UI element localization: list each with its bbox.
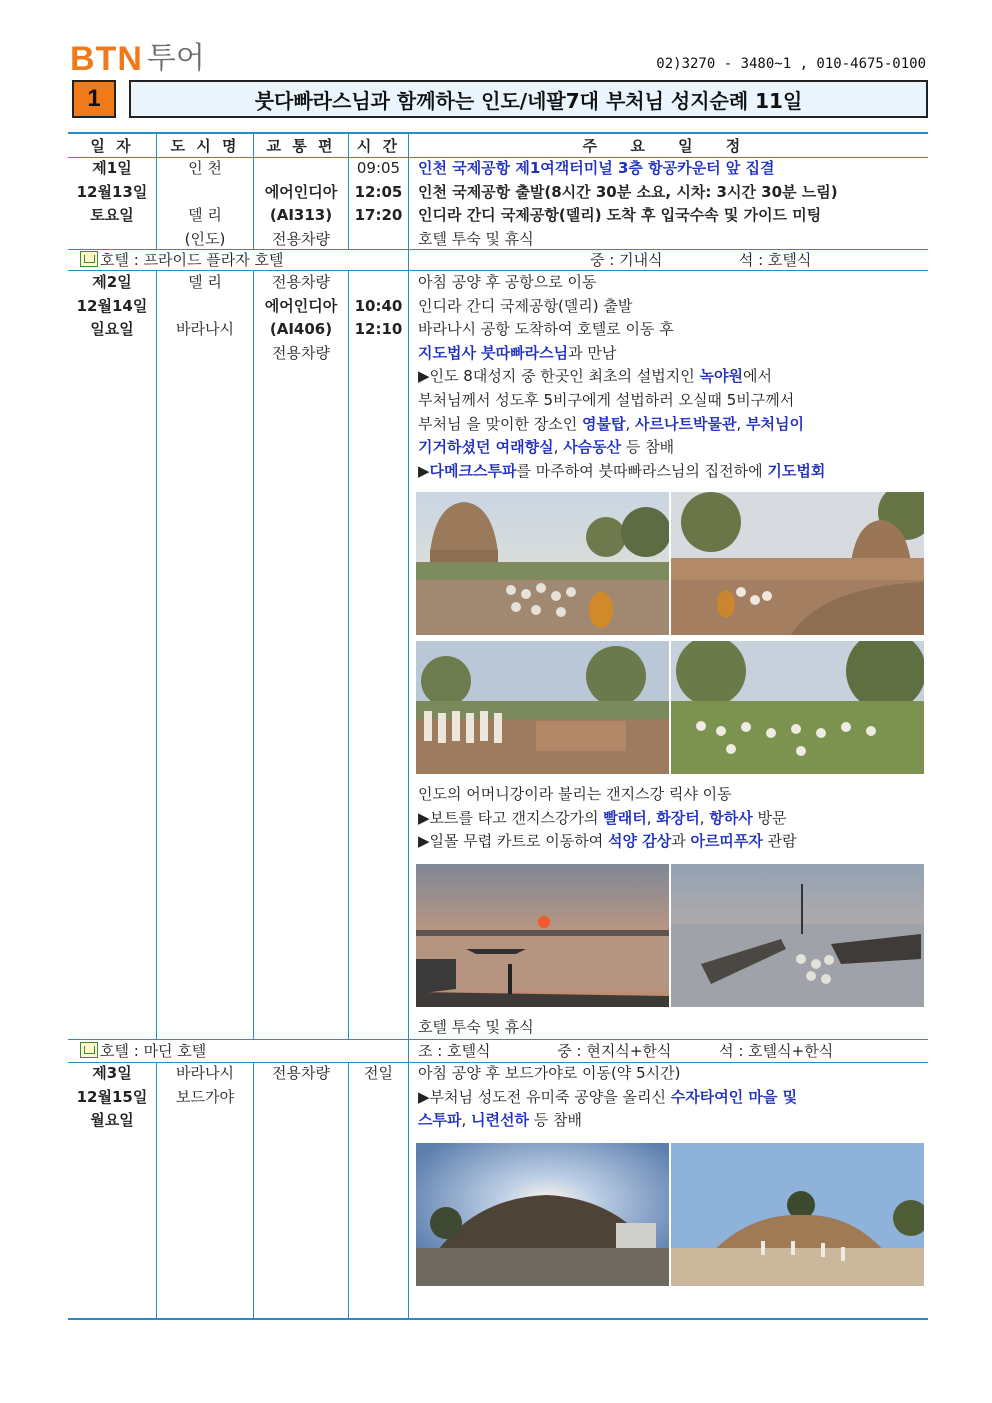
city-name: (인도) [184,229,226,248]
plain-text: 관람 [762,832,797,851]
plain-text: 부처님 을 맞이한 장소인 [418,414,582,433]
city-name: 바라나시 [176,320,234,339]
day2-time-cell [349,271,408,342]
day2-transport-cell [254,271,348,365]
day1-schedule-cell [418,157,928,251]
airline-name: 에어인디아 [264,182,338,201]
highlight-text: 사슴동산 [563,438,622,457]
page-title: 붓다빠라스님과 함께하는 인도/네팔7대 부처님 성지순례 11일 [129,80,928,118]
schedule-line: 호텔 투숙 및 휴식 [418,229,534,248]
day1-date-cell [68,157,156,228]
highlight-text: 아르띠푸자 [690,832,763,851]
time-value: 17:20 [354,206,403,225]
brand-logo [70,40,205,76]
col-divider [253,1062,254,1319]
day2-city-cell [157,271,253,342]
highlight-text: 영불탑 [581,414,626,433]
phone-number: 02)3270 - 3480~1 , 010-4675-0100 [656,56,926,72]
plain-text: , [736,414,746,433]
plain-text: 등 참배 [621,438,675,457]
day3-date-cell [68,1062,156,1133]
photo-ganges-sunset-river [416,864,669,1007]
vehicle-label: 전용차량 [272,273,330,291]
col-divider [408,132,409,1319]
plain-text: 등 참배 [529,1111,583,1130]
photo-dhamek-stupa-prayer [416,492,669,635]
schedule-line [418,365,928,389]
day3-transport-cell [254,1062,348,1086]
plain-text: ▶인도 8대성지 중 한곳인 최초의 설법지인 [418,367,700,386]
city-name: 인 천 [188,159,222,177]
plain-text: ▶일몰 무렵 카트로 이동하여 [418,832,608,851]
brand-btn-text: BTN [70,40,143,78]
col-header-time: 시 간 [356,137,401,155]
vehicle-label: 전용차량 [272,1064,330,1082]
schedule-line [418,1109,928,1133]
day1-city-cell [157,157,253,251]
plain-text: ▶부처님 성도전 유미죽 공양을 올리신 [418,1087,671,1106]
highlight-text: 기거하셨던 여래향실 [418,438,554,457]
schedule-line [418,436,928,460]
day2-date-cell [68,271,156,342]
day2-end-line: 호텔 투숙 및 휴식 [418,1018,534,1036]
schedule-line [418,830,928,854]
day2-hotel [80,1040,206,1062]
schedule-line [418,807,928,831]
schedule-line: 인디라 간디 국제공항(델리) 출발 [418,296,633,315]
highlight-text: 스투파 [418,1111,462,1130]
plain-text: 에서 [743,367,772,386]
weekday-label: 월요일 [90,1111,134,1130]
city-name: 보드가야 [176,1087,234,1106]
day-label: 제1일 [92,159,132,177]
schedule-line: 아침 공양 후 공항으로 이동 [418,273,597,291]
highlight-text: 석양 감상 [608,832,672,851]
schedule-line: 아침 공양 후 보드가야로 이동(약 5시간) [418,1064,681,1082]
day2-schedule-cell [418,271,928,483]
highlight-text: 지도법사 붓따빠라스님 [418,343,569,362]
photo-sujata-stupa-sunrise [416,1143,669,1286]
table-bottom-rule [68,1318,928,1320]
schedule-line: 인천 국제공항 제1여객터미널 3층 항공카운터 앞 집결 [418,159,775,177]
time-value: 10:40 [354,296,403,315]
highlight-text: 사르나트박물관 [635,414,737,433]
schedule-line: 바라나시 공항 도착하여 호텔로 이동 후 [418,320,674,339]
highlight-text: 녹야원 [699,367,744,386]
hotel-icon [80,251,98,267]
highlight-text: 빨래터 [603,808,647,827]
schedule-line [418,1086,928,1110]
page-number-badge: 1 [72,80,116,118]
day1-transport-cell [254,157,348,251]
highlight-text: 다메크스투파 [429,461,517,480]
plain-text: , [461,1111,472,1130]
col-header-transport: 교 통 편 [266,137,336,155]
photo-stupa-bowing [671,492,924,635]
plain-text: , [625,414,636,433]
weekday-label: 토요일 [90,206,134,225]
day3-schedule-cell [418,1062,928,1133]
weekday-label: 일요일 [90,320,134,339]
time-value: 12:10 [354,320,403,339]
highlight-text: 기도법회 [767,461,826,480]
col-divider [348,1062,349,1319]
col-divider [253,270,254,1040]
highlight-text: 부처님이 [746,414,804,433]
plain-text: 를 마주하여 붓따빠라스님의 집전하에 [516,461,768,480]
plain-text: ▶ [418,461,430,480]
day3-time-cell [349,1062,408,1086]
highlight-text: 수자타여인 마을 및 [670,1087,798,1106]
plain-text: 방문 [752,808,787,827]
time-value: 09:05 [356,159,401,177]
day1-time-cell [349,157,408,228]
photo-deer-park-gathering [671,641,924,774]
plain-text: 과 만남 [568,343,617,362]
schedule-line: 인디라 간디 국제공항(델리) 도착 후 입국수속 및 가이드 미팅 [418,206,822,225]
schedule-line: 인도의 어머니강이라 불리는 갠지스강 릭샤 이동 [418,785,732,803]
date-label: 12월14일 [76,296,148,315]
highlight-text: 화장터 [656,808,700,827]
city-name: 델 리 [188,273,222,291]
plain-text: ▶보트를 타고 갠지스강가의 [418,808,604,827]
hotel-name: 호텔 : 마딘 호텔 [100,1042,207,1060]
vehicle-label: 전용차량 [272,343,330,362]
date-label: 12월13일 [76,182,148,201]
highlight-text: 항하사 [709,808,753,827]
city-name: 바라나시 [176,1064,234,1082]
day-label: 제3일 [92,1064,132,1082]
schedule-line [418,460,928,484]
plain-text: 과 [671,832,691,851]
col-header-schedule: 주 요 일 정 [582,137,755,155]
day1-meals: 중 : 기내식 석 : 호텔식 [590,251,812,269]
city-name: 델 리 [188,206,222,225]
plain-text: , [553,438,564,457]
flight-number: (AI406) [269,320,333,339]
day3-city-cell [157,1062,253,1109]
col-header-city: 도 시 명 [170,137,240,155]
day-label: 제2일 [92,273,132,291]
schedule-line: 부처님께서 성도후 5비구에게 설법하러 오실때 5비구께서 [418,390,795,409]
brand-tour-text: 투어 [146,41,205,76]
day2-meals: 조 : 호텔식 중 : 현지식+한식 석 : 호텔식+한식 [418,1042,834,1060]
table-top-rule [68,132,928,134]
col-header-date: 일 자 [90,137,134,155]
col-divider [156,270,157,1040]
schedule-line [418,342,928,366]
day2-ganges-block [418,783,928,854]
schedule-line [418,413,928,437]
photo-ruins-group [416,641,669,774]
photo-ganges-boats [671,864,924,1007]
hotel-icon [80,1042,98,1058]
schedule-line: 인천 국제공항 출발(8시간 30분 소요, 시차: 3시간 30분 느림) [418,182,838,201]
plain-text: , [699,808,710,827]
plain-text: , [646,808,657,827]
day1-hotel [80,249,284,271]
vehicle-label: 전용차량 [272,229,330,248]
highlight-text: 니련선하 [471,1111,529,1130]
hotel-name: 호텔 : 프라이드 플라자 호텔 [100,251,284,269]
airline-name: 에어인디아 [264,296,338,315]
date-label: 12월15일 [76,1087,148,1106]
flight-number: (AI313) [269,206,333,225]
time-value: 12:05 [354,182,403,201]
time-value: 전일 [364,1064,393,1082]
photo-sujata-stupa-day [671,1143,924,1286]
col-divider [348,270,349,1040]
